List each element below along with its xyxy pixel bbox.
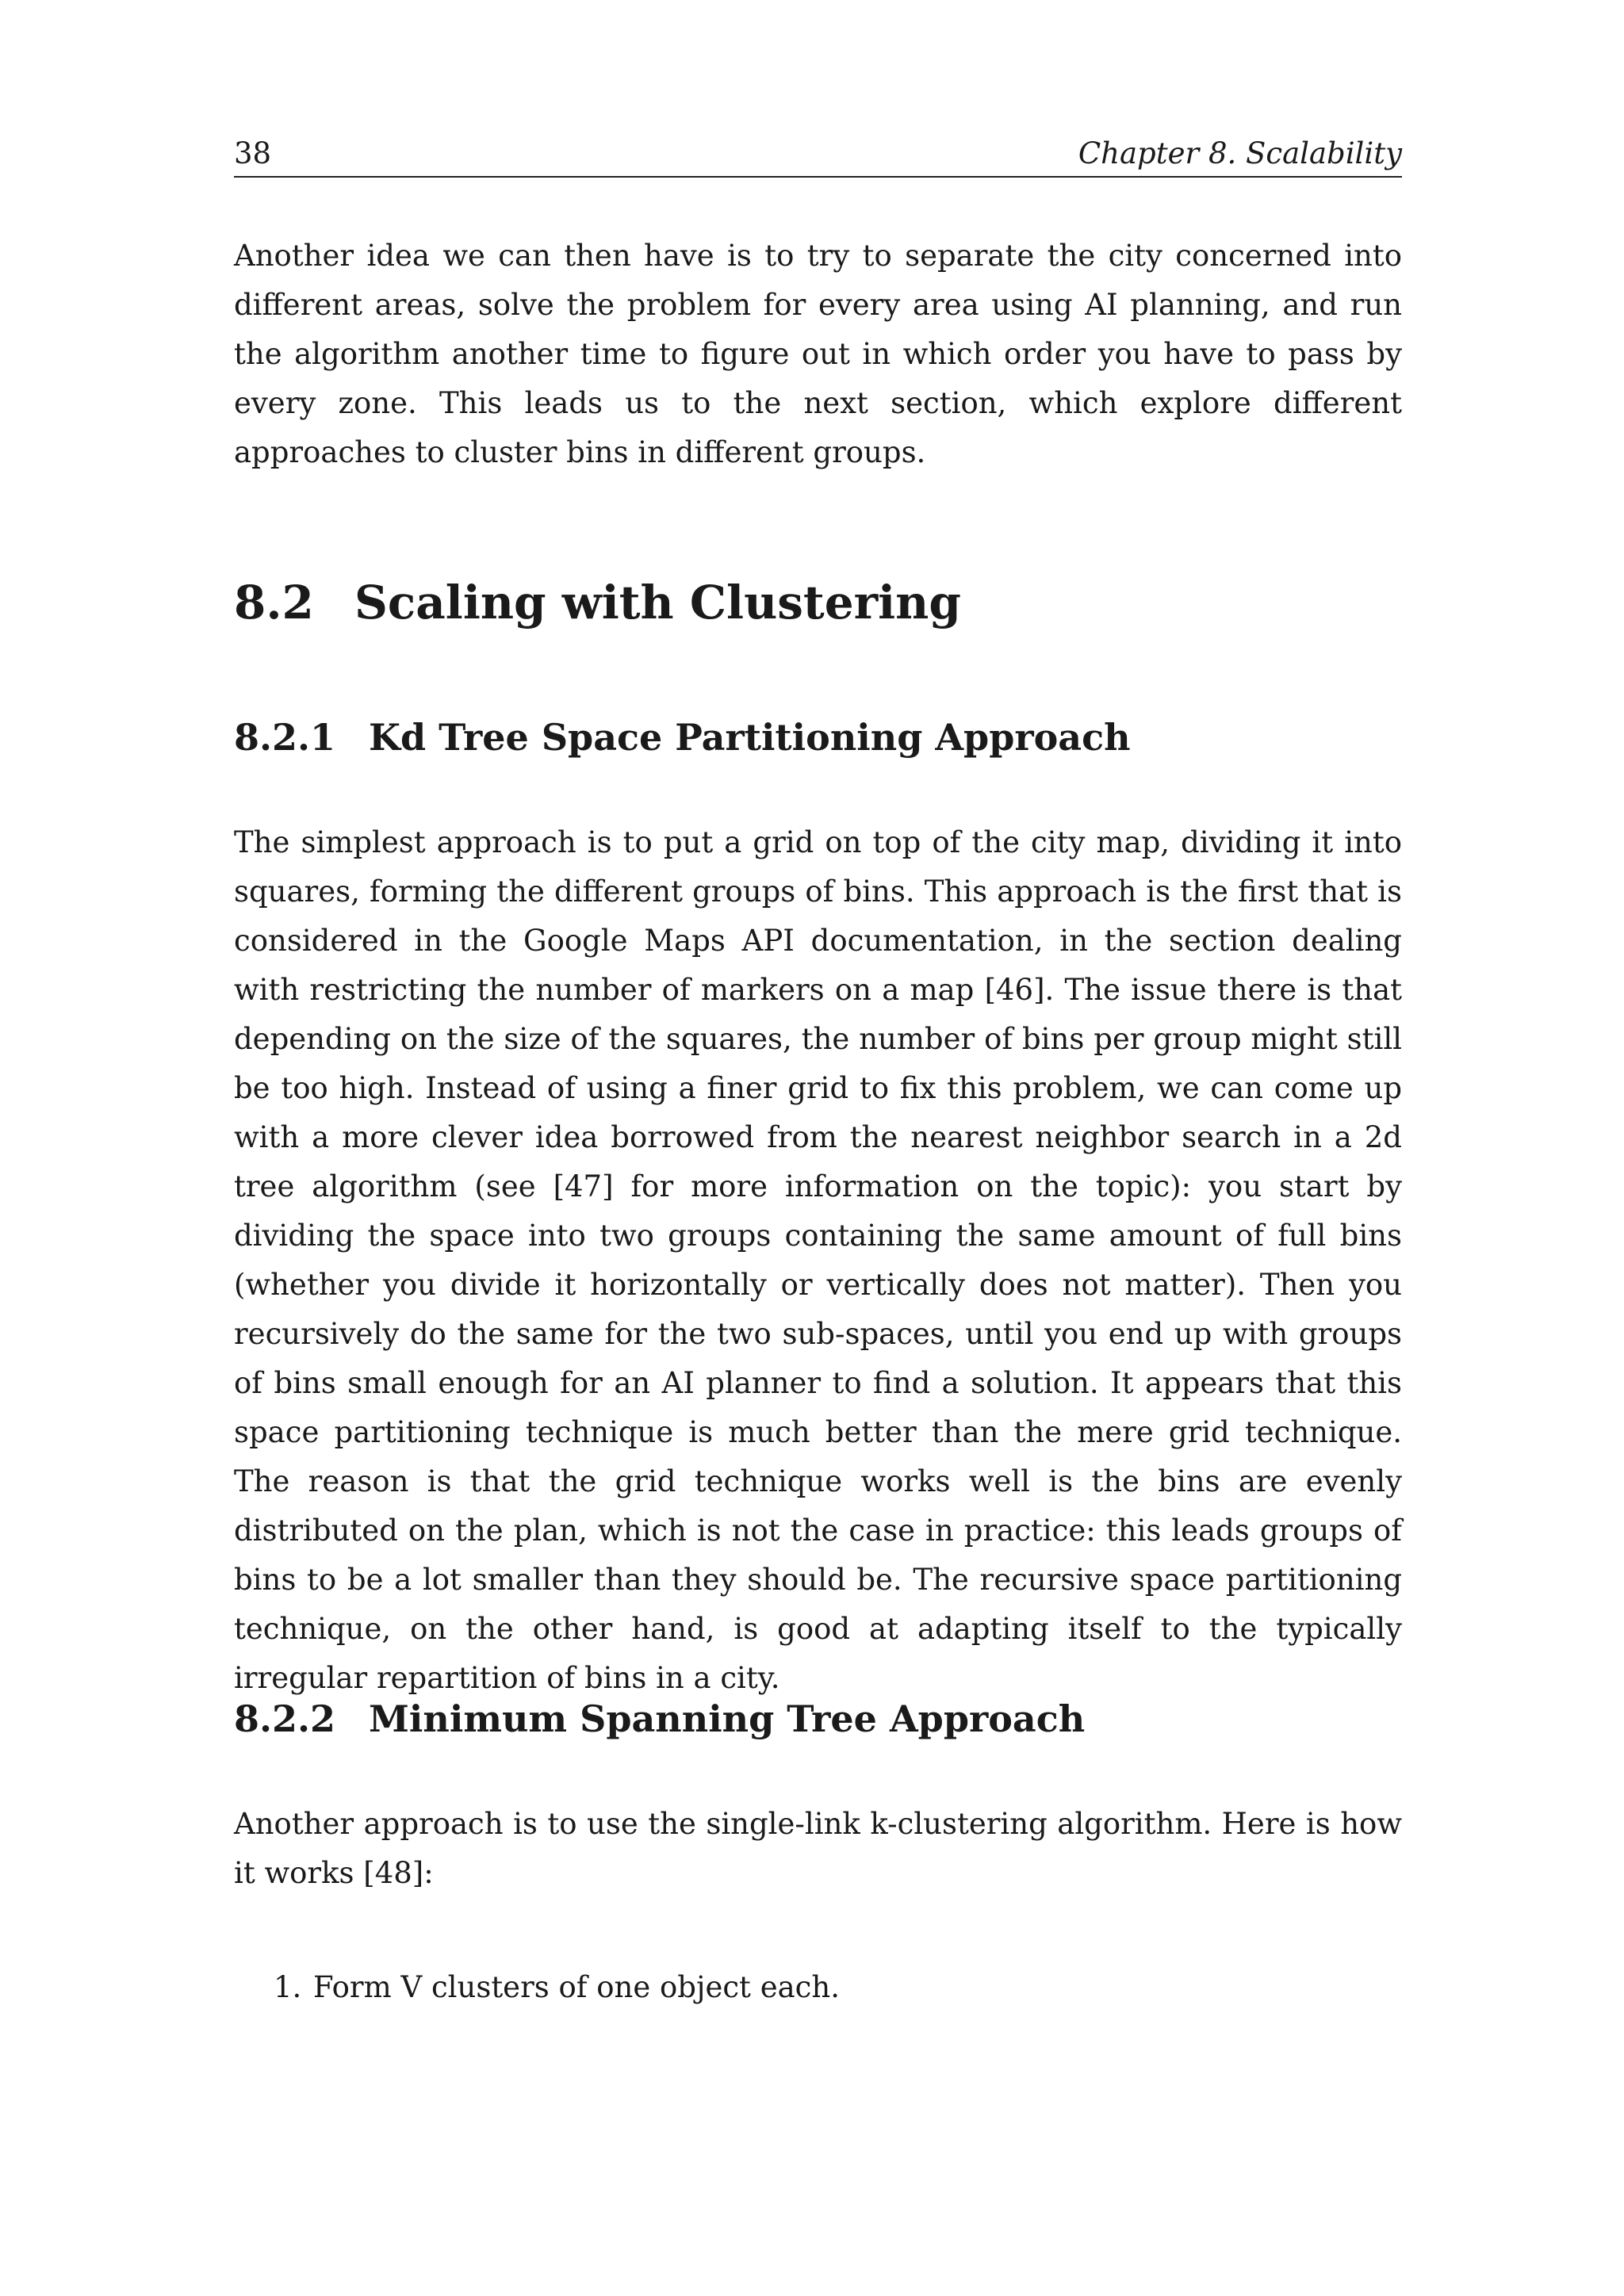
subsection-title-1: Kd Tree Space Partitioning Approach [369, 716, 1131, 759]
subsection-number-1: 8.2.1 [234, 716, 336, 759]
section-heading [234, 571, 961, 634]
list-item-text: Form V clusters of one object each. [313, 1970, 840, 2004]
kd-tree-paragraph: The simplest approach is to put a grid on top of the city map, dividing it into squares, forming the different groups of bins. This approach is the first that is considered in the Google Maps API documentation, in the section dealing with restricting the number of markers on a map [46]. The issue there is that depending on the size of the squares, the number of bins per group might still be too high. Instead of using a finer grid to fix this problem, we can come up with a more clever idea borrowed from the nearest neighbor search in a 2d tree algorithm (see [47] for more information on the topic): you start by dividing the space into two groups containing the same amount of full bins (whether you divide it horizontally or vertically does not matter). Then you recursively do the same for the two sub-spaces, until you end up with groups of bins small enough for an AI planner to find a solution. It appears that this space partitioning technique is much better than the mere grid technique. The reason is that the grid technique works well is the bins are evenly distributed on the plan, which is not the case in practice: this leads groups of bins to be a lot smaller than they should be. The recursive space partitioning technique, on the other hand, is good at adapting itself to the typically irregular repartition of bins in a city. [234, 825, 1402, 1695]
list-marker: 1. [274, 1970, 302, 2004]
intro-paragraph: Another idea we can then have is to try to separate the city concerned into different areas, solve the problem for every area using AI planning, and run the algorithm another time to figure out in which order you have to pass by every zone. This leads us to the next section, which explore different approaches to cluster bins in different groups. [234, 239, 1402, 469]
section-number: 8.2 [234, 576, 314, 629]
subsection-number-2: 8.2.2 [234, 1697, 336, 1740]
steps-list [274, 1963, 840, 2012]
page-number: 38 [234, 136, 272, 170]
chapter-title: Chapter 8. Scalability [1078, 136, 1402, 170]
subsection-title-2: Minimum Spanning Tree Approach [369, 1697, 1086, 1740]
mst-paragraph: Another approach is to use the single-link k-clustering algorithm. Here is how it works [48]: [234, 1807, 1402, 1890]
list-item [274, 1963, 840, 2012]
running-header [234, 132, 1402, 178]
section-title: Scaling with Clustering [354, 576, 961, 629]
subsection-heading-1 [234, 712, 1131, 763]
subsection-heading-2 [234, 1693, 1085, 1744]
